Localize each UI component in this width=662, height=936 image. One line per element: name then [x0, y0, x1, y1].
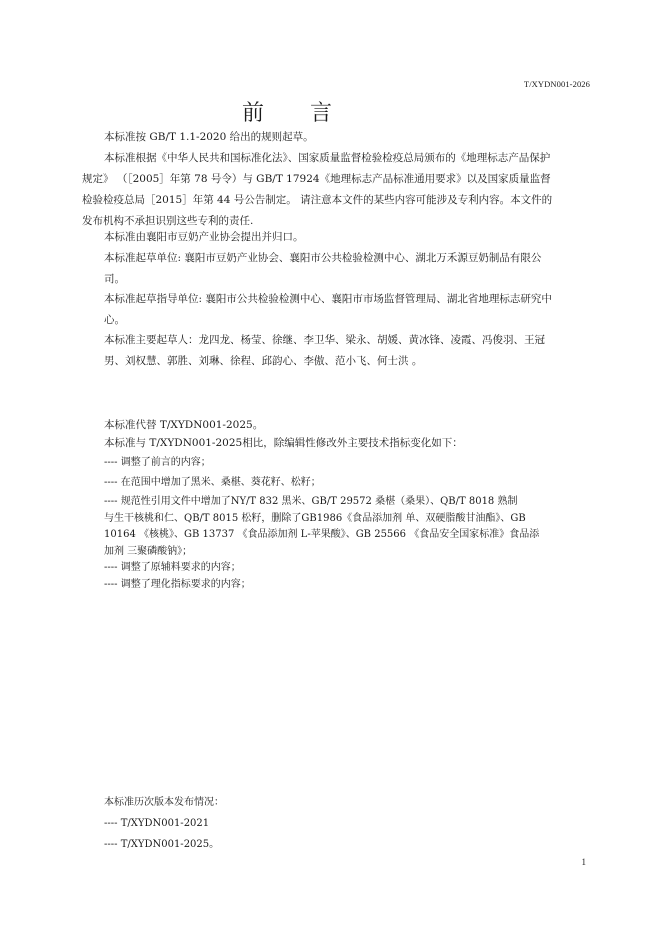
text-line: 本标准代替 T/XYDN001-2025。: [104, 419, 264, 431]
text-line: 本标准主要起草人：龙四龙、杨莹、徐继、李卫华、梁永、胡媛、黄冰锋、凌霞、冯俊羽、王冠: [104, 334, 545, 346]
paragraph-basis: [82, 148, 598, 232]
text-line: 本标准按 GB/T 1.1-2020 给出的规则起草。: [104, 131, 314, 143]
text-line: 加剂 三聚磷酸钠》；: [104, 545, 193, 557]
history-intro: 本标准历次版本发布情况：: [104, 797, 224, 808]
paragraph-drafters: [104, 330, 598, 372]
text-line: 男、刘权慧、郭胜、刘琳、徐程、邱韵心、李傲、范小飞、何士洪 。: [104, 355, 423, 367]
paragraph-proposer: [104, 227, 598, 248]
paragraph-drafting-units: [104, 248, 598, 290]
comparison-intro: [104, 433, 598, 454]
page-number: 1: [581, 857, 586, 867]
list-item: ---- 调整了前言的内容；: [104, 457, 211, 468]
list-item: ---- T/XYDN001-2025。: [104, 839, 220, 850]
list-item: ---- T/XYDN001-2021: [104, 818, 210, 829]
text-line: 与生干核桃和仁、QB/T 8015 松籽，删除了GB1986《食品添加剂 单、双硬脂酸甘油酯》、GB: [104, 512, 526, 524]
text-line: 司。: [104, 273, 125, 285]
changes-list: [104, 455, 598, 593]
text-line: 规定》 （［2005］年第 78 号令）与 GB/T 17924《地理标志产品标准通用要求》以及国家质量监督: [82, 173, 551, 185]
version-history: [104, 792, 598, 855]
text-line: 本标准由襄阳市豆奶产业协会提出并归口。: [104, 231, 304, 243]
text-line: 检验检疫总局［2015］年第 44 号公告制定。 请注意本文件的某些内容可能涉及专利内容。本文件的: [82, 194, 553, 206]
text-line: 发布机构不承担识别这些专利的责任.: [82, 215, 254, 227]
list-item: ---- 调整了原辅料要求的内容；: [104, 562, 241, 573]
text-line: 10164 《核桃》、GB 13737 《食品添加剂 L-苹果酸》、GB 25566 《食品安全国家标准》食品添: [104, 529, 540, 540]
text-line: 心。: [104, 314, 125, 326]
paragraph-guidance-units: [104, 289, 598, 331]
text-line: 本标准起草指导单位: 襄阳市公共检验检测中心、襄阳市市场监督管理局、湖北省地理标志研究中: [104, 293, 552, 305]
text-line: ---- 规范性引用文件中增加了NY/T 832 黑米、GB/T 29572 桑椹（桑果）、QB/T 8018 熟制: [104, 496, 518, 507]
text-line: 本标准起草单位: 襄阳市豆奶产业协会、襄阳市公共检验检测中心、湖北万禾源豆奶制品有限公: [104, 252, 542, 264]
page-title: 前言: [241, 101, 378, 126]
list-item: ---- 调整了理化指标要求的内容；: [104, 578, 251, 590]
paragraph-drafting-rules: [104, 127, 598, 148]
text-line: 本标准与 T/XYDN001-2025相比，除编辑性修改外主要技术指标变化如下：: [104, 437, 463, 449]
list-item: [104, 494, 598, 560]
document-code: T/XYDN001-2026: [523, 79, 590, 89]
list-item: ---- 在范围中增加了黑米、桑椹、葵花籽、松籽；: [104, 476, 321, 488]
text-line: 本标准根据《中华人民共和国标准化法》、国家质量监督检验检疫总局颁布的《地理标志产品保护: [104, 152, 551, 164]
